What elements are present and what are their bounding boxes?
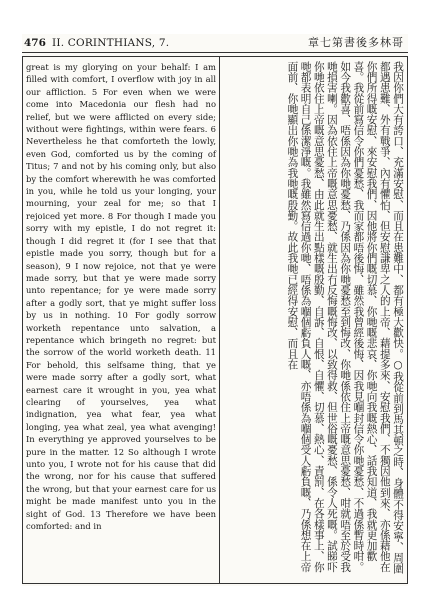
page-number: 476 bbox=[24, 37, 46, 49]
book-title: II. CORINTHIANS, 7. bbox=[52, 37, 170, 49]
chinese-passage: 我因你們大有誇口、充滿安慰、而且在患難中、都有極大歡快。○我從前到馬其頓之時、身體不得安寧、周圍都遇患難、外有戰爭、內有懼怕、但安慰謙卑之人的上帝、藉提多來、安慰我們、不獨因他到來、亦係藉他在你們所得嘅安慰、來安慰我們、因他將你們嘅切慕、你哋嘅悲哀、你哋向我嘅熱心、話我知道、我就更加歡喜。我從前寫信令你們憂愁、我而家都唔後悔、雖然我曾經後悔、因我見嗰封信令你哋憂愁、不過係暫時咁。如今我歡喜、唔係因為你哋憂愁、乃係因為你哋憂愁至到悔改、你哋係依住上帝嘅意思憂愁、咁就唔至於受我哋損害喇。因為依住上帝嘅意思憂愁、就生出冇反悔嘅悔改、以致得救、但世俗嘅憂愁、係令人死嘅。試睇吓你哋依住上帝嘅意思憂愁、由此就生出點樣嘅殷勤、自訴、自恨、自懼、切慕、熱心、責罰、在各樣事上、你哋都表明自己係潔淨嘅。我雖然寫信過你哋、唔係為嗰個虧負人嘅、亦唔係為嗰個受人虧負嘅、乃係想在上帝面前、你哋顯出你哋為我哋嘅殷勤。故此我哋已經得安慰、而且在 bbox=[286, 61, 404, 574]
text-frame bbox=[22, 56, 408, 584]
chinese-column bbox=[223, 61, 404, 579]
book-page bbox=[22, 34, 408, 586]
english-column bbox=[26, 61, 216, 532]
page-header bbox=[22, 34, 408, 53]
english-passage: great is my glorying on your behalf: I am filled with comfort, I overflow with joy in all our affliction. 5 For even when we were come into Macedonia our flesh had no relief, but we were afflicted on every side; without were fightings, within were fears. 6 Nevertheless he that comforteth the lowly, even God, comforted us by the coming of Titus; 7 and not by his coming only, but also by the comfort wherewith he was comforted in you, while he told us your longing, your mourning, your zeal for me; so that I rejoiced yet more. 8 For though I made you sorry with my epistle, I do not regret it: though I did regret it (for I see that that epistle made you sorry, though but for a season), 9 I now rejoice, not that ye were made sorry, but that ye were made sorry unto repentance; for ye were made sorry after a godly sort, that ye might suffer loss by us in nothing. 10 For godly sorrow worketh repentance unto salvation, a repentance which bringeth no regret: but the sorrow of the world worketh death. 11 For behold, this selfsame thing, that ye were made sorry after a godly sort, what earnest care it wrought in you, yea what clearing of yourselves, yea what indignation, yea what fear, yea what longing, yea what zeal, yea what avenging! In everything ye approved yourselves to be pure in the matter. 12 So although I wrote unto you, I wrote not for his cause that did the wrong, nor for his cause that suffered the wrong, but that your earnest care for us might be made manifest unto you in the sight of God. 13 Therefore we have been comforted: and in bbox=[26, 62, 216, 532]
column-divider bbox=[219, 57, 220, 583]
chinese-book-title: 章七第書後多林哥 bbox=[308, 36, 404, 49]
